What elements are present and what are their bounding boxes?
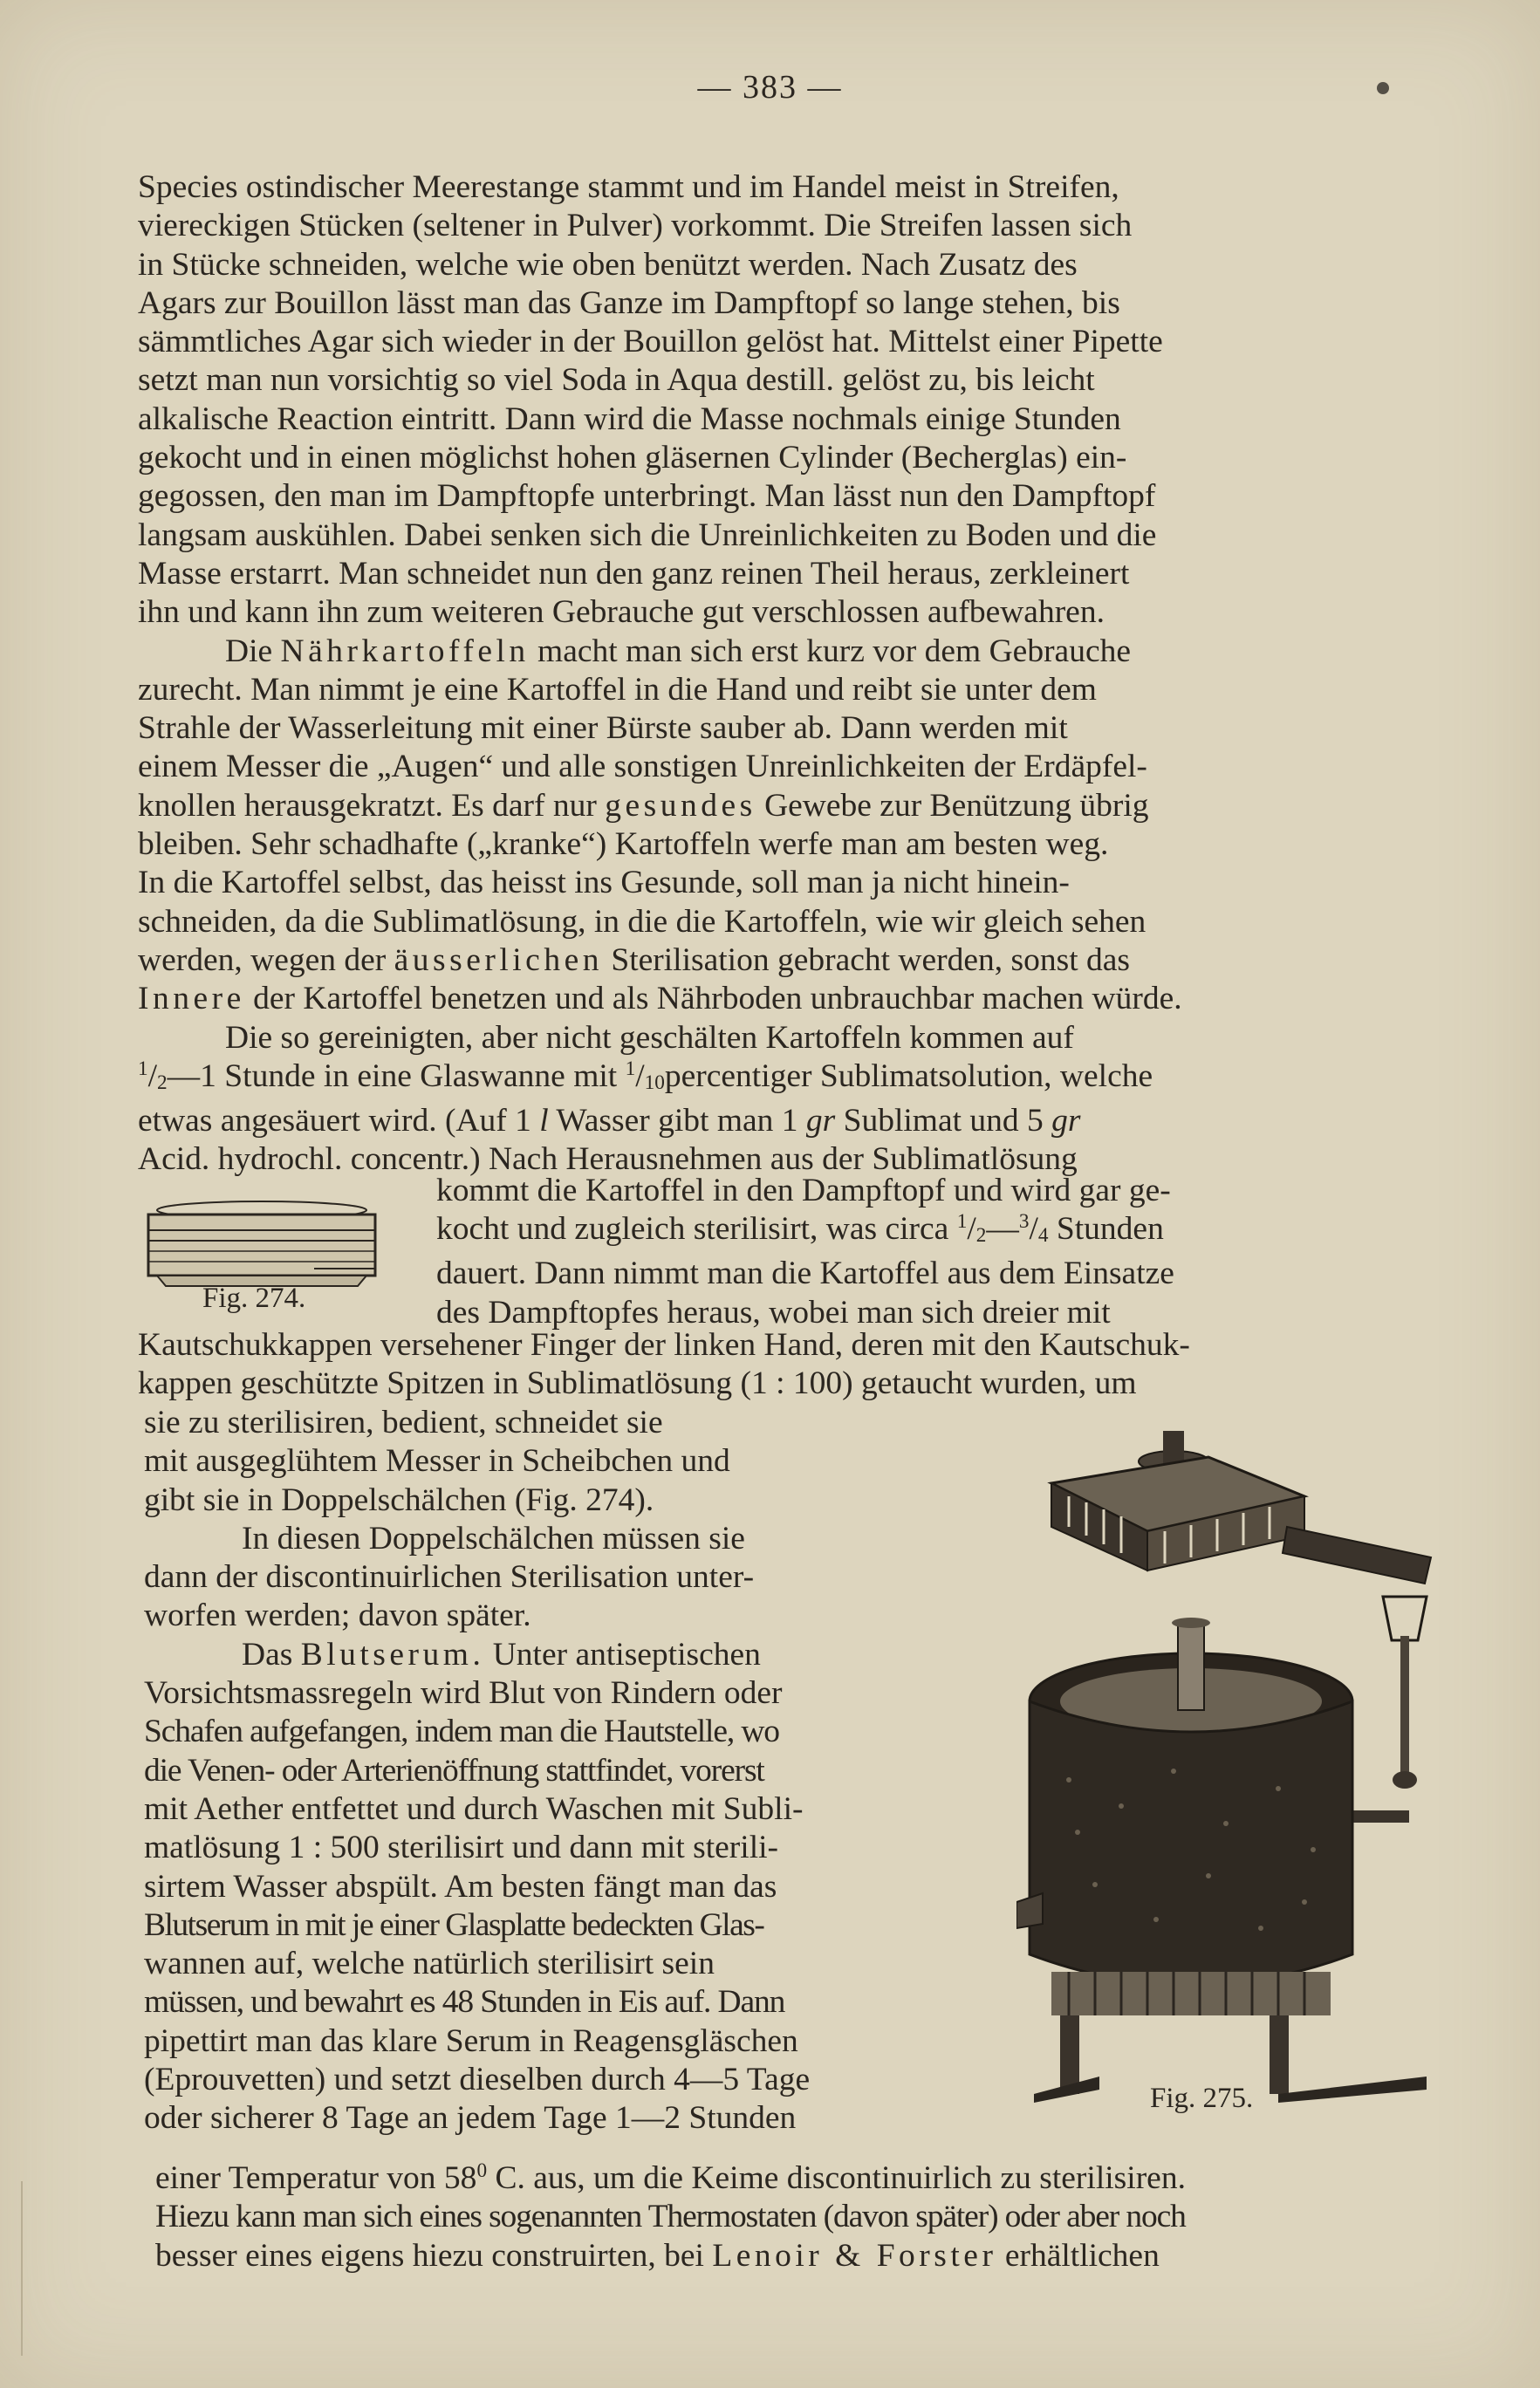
text-line: (Eprouvetten) und setzt dieselben durch 4—5 Tage	[144, 2062, 811, 2098]
spaced-term: Lenoir & Forster	[712, 2237, 997, 2274]
text-line: Schafen aufgefangen, indem man die Hautstelle, wo	[144, 1714, 779, 1750]
text-line: pipettirt man das klare Serum in Reagensgläschen	[144, 2022, 798, 2059]
text-line: mit ausgeglühtem Messer in Scheibchen und	[144, 1443, 730, 1480]
spaced-term: Nährkartoffeln	[280, 633, 530, 669]
ink-speck	[1377, 82, 1389, 94]
text-line: mit Aether entfettet und durch Waschen mit Subli-	[144, 1790, 804, 1827]
text-line: zurecht. Man nimmt je eine Kartoffel in die Hand und reibt sie unter dem	[138, 671, 1097, 708]
text-line: In die Kartoffel selbst, das heisst ins Gesunde, soll man ja nicht hinein-	[138, 865, 1070, 901]
text-line: einer Temperatur von $58^0$ C. aus, um die Keime discontinuirlich zu sterilisiren.	[155, 2159, 1186, 2196]
text-line: Species ostindischer Meerestange stammt und im Handel meist in Streifen,	[138, 169, 1119, 205]
text-line: Die so gereinigten, aber nicht geschälten Kartoffeln kommen auf	[225, 1019, 1074, 1056]
text-line: des Dampftopfes heraus, wobei man sich dreier mit	[436, 1294, 1111, 1331]
fig-275-dampftopf-illustration	[1016, 1413, 1444, 2111]
text-line: gegossen, den man im Dampftopfe unterbringt. Man lässt nun den Dampftopf	[138, 478, 1156, 515]
fig-275-caption: Fig. 275.	[1150, 2083, 1254, 2114]
kautschuk-lines	[138, 1326, 1429, 1404]
text-line: Die Nährkartoffeln macht man sich erst kurz vor dem Gebrauche	[225, 633, 1131, 669]
text-line: alkalische Reaction eintritt. Dann wird die Masse nochmals einige Stunden	[138, 400, 1121, 437]
text-line: müssen, und bewahrt es 48 Stunden in Eis auf. Dann	[144, 1984, 785, 2021]
text-line: schneiden, da die Sublimatlösung, in die die Kartoffeln, wie wir gleich sehen	[138, 903, 1146, 940]
text-line: wannen auf, welche natürlich sterilisirt sein	[144, 1946, 715, 1982]
agar-text	[138, 168, 1429, 633]
text-line: sirtem Wasser abspült. Am besten fängt man das	[144, 1868, 777, 1905]
fig274-side-text	[436, 1172, 1429, 1332]
text-line: Agars zur Bouillon lässt man das Ganze im Dampftopf so lange stehen, bis	[138, 284, 1120, 321]
text-line: In diesen Doppelschälchen müssen sie	[242, 1520, 745, 1557]
text-line: in Stücke schneiden, welche wie oben benützt werden. Nach Zusatz des	[138, 246, 1078, 283]
text-line: Vorsichtsmassregeln wird Blut von Rindern oder	[144, 1675, 783, 1712]
text-line: kommt die Kartoffel in den Dampftopf und wird gar ge-	[436, 1173, 1171, 1208]
final-lines	[155, 2159, 1438, 2275]
text-line: besser eines eigens hiezu construirten, bei Lenoir & Forster erhältlichen	[155, 2237, 1160, 2274]
text-line: Kautschukkappen versehener Finger der linken Hand, deren mit den Kautschuk-	[138, 1327, 1190, 1363]
page-number: — 383 —	[697, 69, 843, 106]
text-line: gekocht und in einen möglichst hohen gläsernen Cylinder (Becherglas) ein-	[138, 440, 1127, 476]
text-line: Das Blutserum. Unter antiseptischen	[242, 1636, 761, 1673]
text-line: sie zu sterilisiren, bedient, schneidet sie	[144, 1405, 663, 1440]
left-column-text	[144, 1404, 936, 2138]
text-line: werden, wegen der äusserlichen Sterilisation gebracht werden, sonst das	[138, 941, 1130, 978]
text-line: Hiezu kann man sich eines sogenannten Thermostaten (davon später) oder aber noch	[155, 2199, 1186, 2235]
text-line: viereckigen Stücken (seltener in Pulver) vorkommt. Die Streifen lassen sich	[138, 208, 1133, 244]
text-line: Blutserum in mit je einer Glasplatte bedeckten Glas-	[144, 1906, 764, 1943]
text-line: einem Messer die „Augen“ und alle sonstigen Unreinlichkeiten der Erdäpfel-	[138, 749, 1147, 785]
text-line: kappen geschützte Spitzen in Sublimatlösung (1 : 100) getaucht wurden, um	[138, 1365, 1137, 1402]
text-line: oder sicherer 8 Tage an jedem Tage 1—2 Stunden	[144, 2100, 797, 2137]
spaced-term: Innere	[138, 981, 245, 1017]
text-line: matlösung 1 : 500 sterilisirt und dann mit sterili-	[144, 1830, 779, 1866]
text-line: ihn und kann ihn zum weiteren Gebrauche gut verschlossen aufbewahren.	[138, 594, 1105, 631]
text-line: dauert. Dann nimmt man die Kartoffel aus dem Einsatze	[436, 1256, 1174, 1292]
text-line: setzt man nun vorsichtig so viel Soda in Aqua destill. gelöst zu, bis leicht	[138, 362, 1095, 399]
text-line: Acid. hydrochl. concentr.) Nach Herausnehmen aus der Sublimatlösung	[138, 1141, 1078, 1178]
spaced-term: Blutserum.	[300, 1636, 485, 1673]
text-line: $^1$/2—1 Stunde in eine Glaswanne mit $^1$/10percentiger Sublimatsolution, welche	[138, 1057, 1153, 1094]
agar-paragraph	[138, 168, 1429, 1180]
spaced-term: äusserlichen	[394, 941, 603, 978]
spaced-term: gesundes	[605, 787, 756, 824]
text-line: bleiben. Sehr schadhafte („kranke“) Kartoffeln werfe man am besten weg.	[138, 826, 1109, 863]
kartoffel-paragraph	[138, 633, 1429, 1019]
text-line: Innere der Kartoffel benetzen und als Nährboden unbrauchbar machen würde.	[138, 981, 1182, 1017]
page-edge-mark	[21, 2181, 23, 2356]
text-line: dann der discontinuirlichen Sterilisation unter-	[144, 1559, 755, 1596]
text-line: sämmtliches Agar sich wieder in der Bouillon gelöst hat. Mittelst einer Pipette	[138, 324, 1163, 360]
text-line: Strahle der Wasserleitung mit einer Bürste sauber ab. Dann werden mit	[138, 710, 1068, 747]
text-line: kocht und zugleich sterilisirt, was circa $^1$/2—$^3$/4 Stunden	[436, 1210, 1164, 1248]
text-line: gibt sie in Doppelschälchen (Fig. 274).	[144, 1481, 654, 1518]
text-line: knollen herausgekratzt. Es darf nur gesundes Gewebe zur Benützung übrig	[138, 787, 1149, 824]
gereinigt-paragraph	[138, 1019, 1429, 1180]
text-line: langsam auskühlen. Dabei senken sich die Unreinlichkeiten zu Boden und die	[138, 517, 1157, 553]
text-line: worfen werden; davon später.	[144, 1598, 531, 1634]
text-line: etwas angesäuert wird. (Auf 1 l Wasser gibt man 1 gr Sublimat und 5 gr	[138, 1102, 1081, 1139]
fig-274-caption: Fig. 274.	[202, 1283, 306, 1314]
text-line: Masse erstarrt. Man schneidet nun den ganz reinen Theil heraus, zerkleinert	[138, 555, 1130, 592]
text-line: die Venen- oder Arterienöffnung stattfindet, vorerst	[144, 1752, 764, 1789]
